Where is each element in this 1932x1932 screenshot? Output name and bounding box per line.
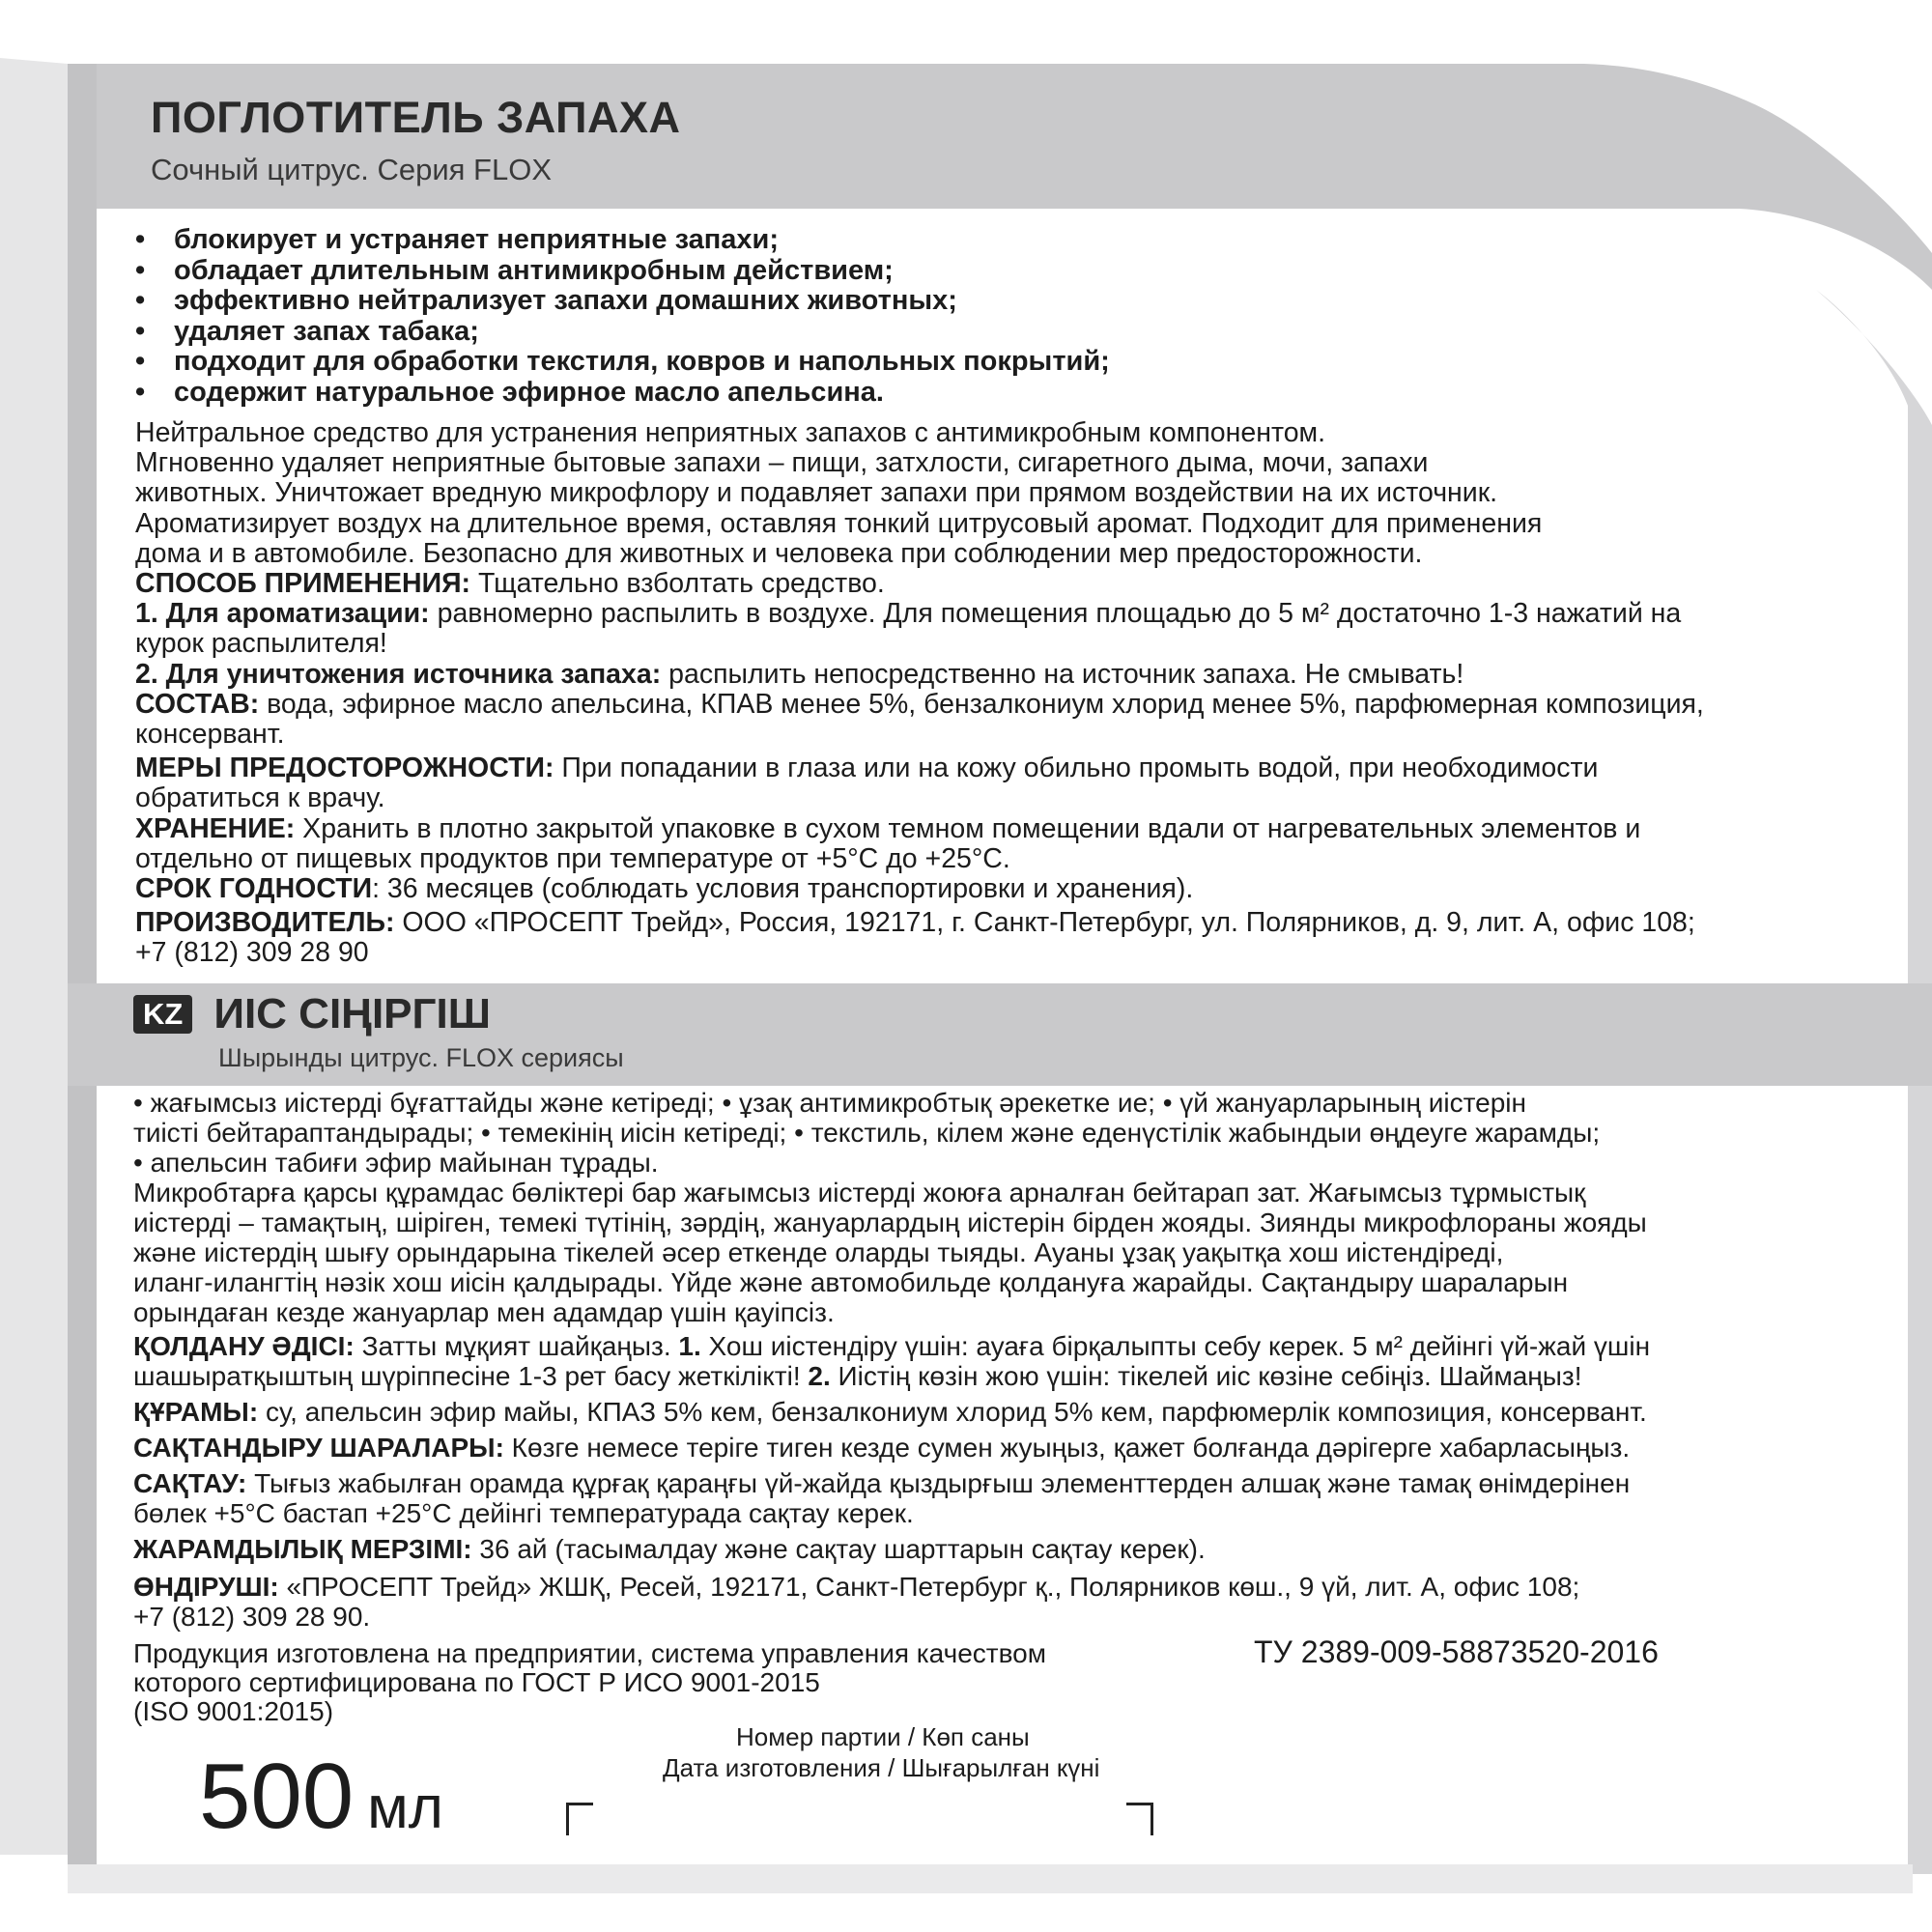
kz-product-title: ИІС СІҢІРГІШ xyxy=(213,990,491,1037)
kz-language-badge: KZ xyxy=(133,995,192,1034)
ru-description-line: животных. Уничтожает вредную микрофлору и подавляет запахи при прямом воздействии на их источник. xyxy=(135,477,1498,509)
list-item: • удаляет запах табака; xyxy=(135,315,479,347)
date-stamp-corner-left xyxy=(566,1803,593,1835)
ru-description-line: Ароматизирует воздух на длительное время, оставляя тонкий цитрусовый аромат. Подходит для применения xyxy=(135,507,1543,539)
date-stamp-corner-right xyxy=(1126,1803,1153,1835)
ru-product-title: ПОГЛОТИТЕЛЬ ЗАПАХА xyxy=(151,93,681,142)
iso-note-line: которого сертифицирована по ГОСТ Р ИСО 9001-2015 xyxy=(133,1667,820,1697)
ru-precautions-cont: обратиться к врачу. xyxy=(135,782,385,814)
list-item: • подходит для обработки текстиля, ковров и напольных покрытий; xyxy=(135,346,1110,377)
list-item: • эффективно нейтрализует запахи домашних животных; xyxy=(135,285,957,316)
ru-storage-cont: отдельно от пищевых продуктов при температуре от +5°С до +25°С. xyxy=(135,842,1010,874)
ru-usage-2: 2. Для уничтожения источника запаха: распылить непосредственно на источник запаха. Не смывать! xyxy=(135,658,1464,690)
kz-header xyxy=(133,990,491,1038)
ru-product-subtitle: Сочный цитрус. Серия FLOX xyxy=(151,153,553,186)
ru-manufacturer-phone: +7 (812) 309 28 90 xyxy=(135,937,369,969)
kz-bullets-line: • жағымсыз иістерді бұғаттайды және кетіреді; • ұзақ антимикробтық әрекетке ие; • үй жануарларының иістерін xyxy=(133,1088,1526,1118)
ru-composition: СОСТАВ: вода, эфирное масло апельсина, КПАВ менее 5%, бензалкониум хлорид менее 5%, парфюмерная композиция, xyxy=(135,688,1704,720)
list-item: • обладает длительным антимикробным действием; xyxy=(135,254,894,286)
kz-description-line: Микробтарға қарсы құрамдас бөліктері бар жағымсыз иістерді жоюға арналған бейтарап зат. Жағымсыз тұрмыстық xyxy=(133,1178,1586,1208)
batch-number-label: Номер партии / Көп саны xyxy=(736,1722,1030,1751)
bottle-bottom-edge xyxy=(68,1864,1913,1893)
kz-description-line: иістерді – тамақтың, шіріген, темекі түтінің, зәрдің, жануарлардың иістерін бірден жояды. Зиянды микрофлораны жояды xyxy=(133,1208,1647,1237)
kz-bullets-line: • апельсин табиғи эфир майынан тұрады. xyxy=(133,1148,659,1178)
ru-precautions: МЕРЫ ПРЕДОСТОРОЖНОСТИ: При попадании в глаза или на кожу обильно промыть водой, при необходимости xyxy=(135,753,1599,784)
kz-manufacturer-phone: +7 (812) 309 28 90. xyxy=(133,1602,371,1632)
list-item: • блокирует и устраняет неприятные запахи; xyxy=(135,224,779,255)
list-item: • содержит натуральное эфирное масло апельсина. xyxy=(135,376,884,408)
kz-description-line: және иістердің шығу орындарына тікелей әсер еткенде оларды тыяды. Ауаны ұзақ уақытқа хош иістендіреді, xyxy=(133,1237,1504,1267)
ru-storage: ХРАНЕНИЕ: Хранить в плотно закрытой упаковке в сухом темном помещении вдали от нагревательных элементов и xyxy=(135,812,1641,844)
kz-description-line: орындаған кезде жануарлар мен адамдар үшін қауіпсіз. xyxy=(133,1297,835,1327)
kz-precautions: САҚТАНДЫРУ ШАРАЛАРЫ: Көзге немесе теріге тиген кезде сумен жуыңыз, қажет болғанда дәрігерге хабарласыңыз. xyxy=(133,1433,1631,1463)
iso-certification-note xyxy=(133,1639,1046,1726)
volume-value: 500 xyxy=(199,1745,355,1848)
ru-usage-1: 1. Для ароматизации: равномерно распылить в воздухе. Для помещения площадью до 5 м² достаточно 1-3 нажатий на xyxy=(135,598,1682,630)
kz-product-subtitle: Шырынды цитрус. FLOX сериясы xyxy=(218,1043,624,1072)
ru-description-line: дома и в автомобиле. Безопасно для животных и человека при соблюдении мер предосторожности. xyxy=(135,537,1423,569)
kz-usage-cont: шашыратқыштың шүріппесіне 1-3 рет басу жеткілікті! 2. Иістің көзін жою үшін: тікелей иіс көзіне себіңіз. Шаймаңыз! xyxy=(133,1361,1582,1391)
kz-instructions xyxy=(133,1088,1911,1632)
bottle-left-edge-inner xyxy=(68,64,97,1864)
ru-description-line: Мгновенно удаляет неприятные бытовые запахи – пищи, затхлости, сигаретного дыма, мочи, запахи xyxy=(135,447,1429,479)
ru-usage-1-cont: курок распылителя! xyxy=(135,628,387,660)
kz-storage: САҚТАУ: Тығыз жабылған орамда құрғақ қараңғы үй-жайда қыздырғыш элементтерден алшақ және тамақ өнімдерінен xyxy=(133,1468,1631,1498)
ru-usage: СПОСОБ ПРИМЕНЕНИЯ: Тщательно взболтать средство. xyxy=(135,568,885,600)
ru-description-line: Нейтральное средство для устранения неприятных запахов с антимикробным компонентом. xyxy=(135,417,1326,448)
iso-note-line: (ISO 9001:2015) xyxy=(133,1696,334,1726)
kz-composition: ҚҰРАМЫ: су, апельсин эфир майы, КПАЗ 5% кем, бензалкониум хлорид 5% кем, парфюмерлік композиция, консервант. xyxy=(133,1397,1647,1427)
ru-instructions xyxy=(135,418,1903,969)
volume-unit: мл xyxy=(367,1775,443,1841)
ru-shelf-life: СРОК ГОДНОСТИ: 36 месяцев (соблюдать условия транспортировки и хранения). xyxy=(135,873,1194,905)
tu-code: ТУ 2389-009-58873520-2016 xyxy=(1254,1634,1659,1669)
ru-feature-list xyxy=(135,225,1584,408)
ru-composition-cont: консервант. xyxy=(135,719,285,751)
kz-description-line: иланг-илангтің нәзік хош иісін қалдырады. Үйде және автомобильде қолдануға жарайды. Сақтандыру шараларын xyxy=(133,1267,1569,1297)
kz-manufacturer: ӨНДІРУШІ: «ПРОСЕПТ Трейд» ЖШҚ, Ресей, 192171, Санкт-Петербург қ., Полярников көш., 9 үй, лит. А, офис 108; xyxy=(133,1572,1580,1602)
manufacture-date-label: Дата изготовления / Шығарылған күні xyxy=(663,1753,1100,1782)
kz-usage: ҚОЛДАНУ ӘДІСІ: Затты мұқият шайқаңыз. 1. Хош иістендіру үшін: ауаға бірқалыпты себу керек. 5 м² дейінгі үй-жай үшін xyxy=(133,1331,1651,1361)
iso-note-line: Продукция изготовлена на предприятии, система управления качеством xyxy=(133,1638,1046,1668)
bottle-left-edge xyxy=(0,58,68,1855)
kz-bullets-line: тиісті бейтараптандырады; • темекінің иісін кетіреді; • текстиль, кілем және еденүстілік жабындыи өңдеуге жарамды; xyxy=(133,1118,1601,1148)
volume-label xyxy=(199,1745,443,1848)
kz-shelf-life: ЖАРАМДЫЛЫҚ МЕРЗІМІ: 36 ай (тасымалдау және сақтау шарттарын сақтау керек). xyxy=(133,1534,1206,1564)
kz-storage-cont: бөлек +5°С бастап +25°С дейінгі температурада сақтау керек. xyxy=(133,1498,914,1528)
ru-manufacturer: ПРОИЗВОДИТЕЛЬ: ООО «ПРОСЕПТ Трейд», Россия, 192171, г. Санкт-Петербург, ул. Полярников, д. 9, лит. А, офис 108; xyxy=(135,907,1695,939)
